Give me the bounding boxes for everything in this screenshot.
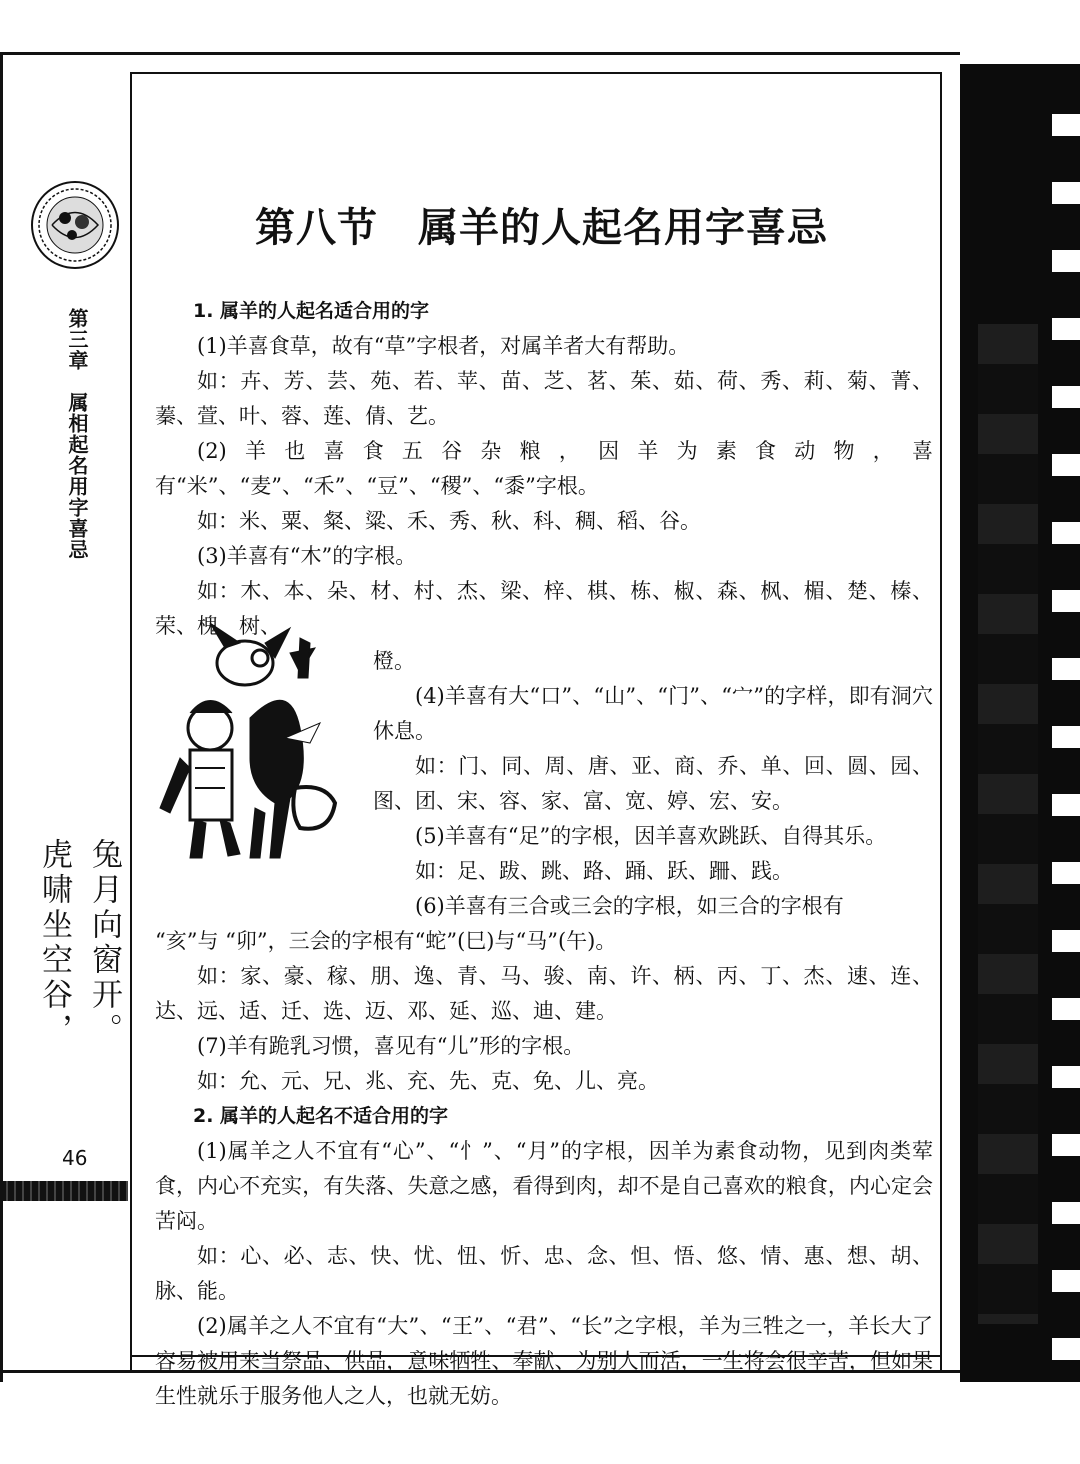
film-sprocket-hole [1052,590,1080,612]
paragraph: 如：足、跋、跳、路、踊、跃、跚、践。 [415,859,793,883]
right-frame-rule [940,72,942,1372]
text-beside-illustration [155,644,933,924]
paragraph-continuation: 橙。 [373,649,415,673]
film-sprocket-hole [1052,114,1080,136]
paragraph: (7)羊有跪乳习惯，喜见有“儿”形的字根。 [197,1034,585,1058]
main-body-text [155,294,933,1414]
film-sprocket-hole [1052,930,1080,952]
film-sprocket-hole [1052,386,1080,408]
film-sprocket-hole [1052,454,1080,476]
heading-suitable: 1. 属羊的人起名适合用的字 [193,300,430,322]
paragraph-continuation: “亥”与 “卯”，三会的字根有“蛇”(巳)与“马”(午)。 [155,929,617,953]
heading-unsuitable: 2. 属羊的人起名不适合用的字 [193,1105,449,1127]
paragraph: (3)羊喜有“木”的字根。 [197,544,417,568]
film-sprocket-hole [1052,1338,1080,1360]
page-number: 46 [62,1146,88,1170]
film-sprocket-hole [1052,862,1080,884]
film-sprocket-hole [1052,1270,1080,1292]
paragraph: (2)羊也喜食五谷杂粮，因羊为素食动物，喜有“米”、“麦”、“禾”、“豆”、“稷”、“黍”字根。 [155,439,933,498]
paragraph: 如：卉、芳、芸、苑、若、苹、苗、芝、茗、茱、茹、荷、秀、莉、菊、菁、蓁、萱、叶、蓉、莲、倩、艺。 [155,369,933,428]
paragraph: (2)属羊之人不宜有“大”、“王”、“君”、“长”之字根，羊为三牲之一，羊长大了容易被用来当祭品、供品，意味牺牲、奉献、为别人而活，一生将会很辛苦，但如果生性就乐于服务他人之人，也就无妨。 [155,1314,933,1408]
section-title [255,196,828,253]
film-sprocket-hole [1052,250,1080,272]
page-number-bar [0,1181,128,1201]
film-sprocket-hole [1052,794,1080,816]
paragraph: 如：心、必、志、快、忧、忸、忻、忠、念、怛、悟、悠、情、惠、想、胡、脉、能。 [155,1244,933,1303]
paragraph: 如：允、元、兄、兆、充、先、克、免、儿、亮。 [197,1069,659,1093]
film-sprocket-hole [1052,1202,1080,1224]
seal-ornament-icon [30,180,120,270]
paragraph: 如：米、粟、粲、粱、禾、秀、秋、科、稠、稻、谷。 [197,509,701,533]
paragraph: (1)羊喜食草，故有“草”字根者，对属羊者大有帮助。 [197,334,690,358]
film-sprocket-hole [1052,726,1080,748]
sidebar-divider [130,72,132,1372]
film-ghost-image [978,324,1038,1324]
poem-line-right: 兔月向窗开。 [86,838,122,1048]
paragraph: 如：木、本、朵、材、村、杰、梁、梓、棋、栋、椒、森、枫、楣、楚、榛、荣、槐、树、 [155,579,933,638]
paragraph: (4)羊喜有大“口”、“山”、“门”、“宀”的字样，即有洞穴休息。 [373,684,933,743]
paragraph: (1)属羊之人不宜有“心”、“忄”、“月”的字根，因羊为素食动物，见到肉类荤食，内心不充实，有失落、失意之感，看得到肉，却不是自己喜欢的粮食，内心定会苦闷。 [155,1139,933,1233]
section-title-text: 属羊的人起名用字喜忌 [418,205,828,251]
film-sprocket-hole [1052,182,1080,204]
paragraph: (5)羊喜有“足”的字根，因羊喜欢跳跃、自得其乐。 [415,824,887,848]
film-strip-decoration [960,64,1080,1382]
paragraph: 如：家、豪、稼、朋、逸、青、马、骏、南、许、柄、丙、丁、杰、速、连、达、远、适、迁、选、迈、邓、延、巡、迪、建。 [155,964,933,1023]
chapter-label: 第三章 属相起名用字喜忌 [65,308,89,560]
film-sprocket-hole [1052,318,1080,340]
inner-top-rule [132,72,942,74]
film-sprocket-hole [1052,522,1080,544]
film-sprocket-hole [1052,998,1080,1020]
top-border-rule [0,52,960,55]
section-number: 第八节 [255,205,378,251]
film-sprocket-hole [1052,1134,1080,1156]
film-sprocket-hole [1052,1066,1080,1088]
film-sprocket-hole [1052,658,1080,680]
poem-line-left: 虎啸坐空谷， [36,838,72,1048]
paragraph: 如：门、同、周、唐、亚、商、乔、单、回、圆、园、图、团、宋、容、家、富、宽、婷、宏、安。 [373,754,933,813]
paragraph: (6)羊喜有三合或三会的字根，如三合的字根有 [415,894,844,918]
